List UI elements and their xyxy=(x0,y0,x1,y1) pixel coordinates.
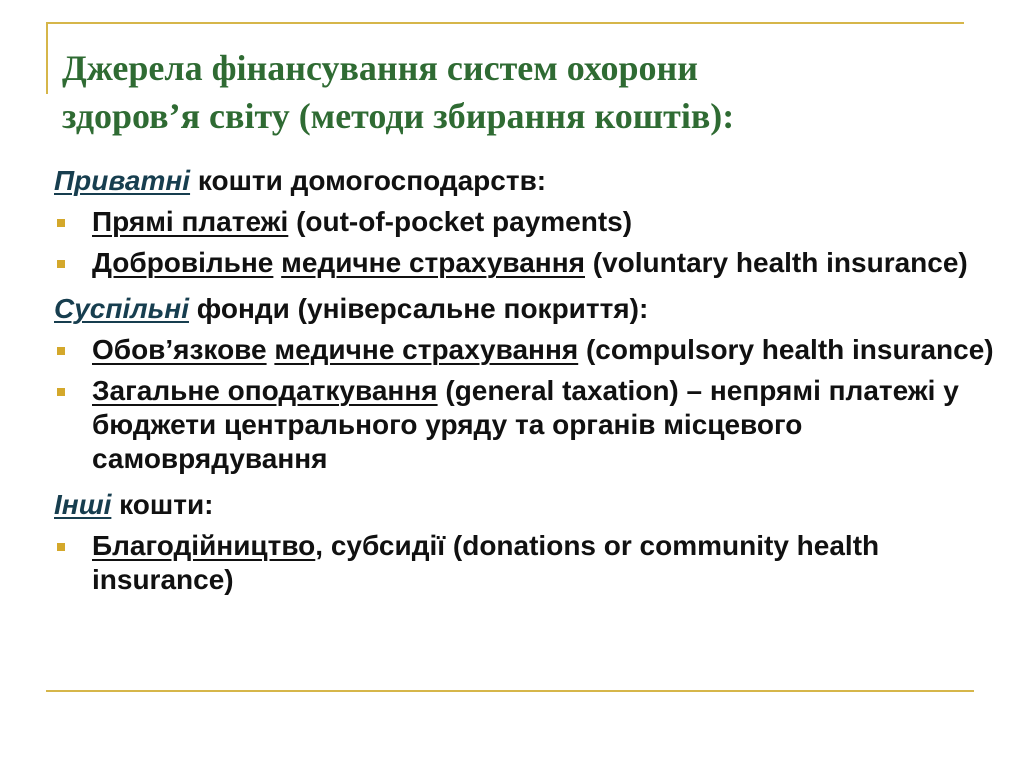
term-underlined: Благодійництво xyxy=(92,530,316,561)
section-keyword-other: Інші xyxy=(54,489,112,520)
section-heading-private xyxy=(54,164,1016,198)
term-underlined: Прямі платежі xyxy=(92,206,289,237)
title-line-1: Джерела фінансування систем охорони xyxy=(62,48,698,88)
left-rule xyxy=(46,22,48,94)
list-item xyxy=(54,246,1016,280)
bullet-square-icon xyxy=(57,347,65,355)
bullet-square-icon xyxy=(57,219,65,227)
slide-title xyxy=(62,44,992,140)
term-underlined: Обов’язкове xyxy=(92,334,267,365)
term-text: (voluntary health insurance) xyxy=(584,247,968,278)
term-underlined: Добровільне xyxy=(92,247,274,278)
list-item xyxy=(54,333,1016,367)
list-item xyxy=(54,374,1016,476)
term-text xyxy=(273,247,281,278)
term-text: , субсидії (donations or community health insurance) xyxy=(92,530,880,595)
term-underlined: медичне страхування xyxy=(281,247,585,278)
title-line-2: здоров’я світу (методи збирання коштів): xyxy=(62,96,735,136)
section-heading-text: кошти домогосподарств: xyxy=(190,165,547,196)
term-underlined: медичне страхування xyxy=(274,334,579,365)
section-heading-public xyxy=(54,292,1016,326)
bottom-rule xyxy=(46,690,974,692)
term-text: (compulsory health insurance) xyxy=(578,334,994,365)
section-heading-text: кошти: xyxy=(111,489,214,520)
term-underlined: Загальне оподаткування xyxy=(92,375,438,406)
bullet-square-icon xyxy=(57,388,65,396)
bullet-square-icon xyxy=(57,260,65,268)
term-text: (general taxation) – непрямі платежі у бюджети центрального уряду та органів місцевого самоврядування xyxy=(92,375,959,474)
list-item xyxy=(54,529,1016,597)
section-heading-text: фонди (універсальне покриття): xyxy=(188,293,649,324)
list-item xyxy=(54,205,1016,239)
bullet-square-icon xyxy=(57,543,65,551)
top-rule xyxy=(46,22,964,24)
section-keyword-private: Приватні xyxy=(54,165,191,196)
slide-content xyxy=(54,164,1016,597)
section-heading-other xyxy=(54,488,1016,522)
section-keyword-public: Суспільні xyxy=(54,293,189,324)
term-text: (out-of-pocket payments) xyxy=(288,206,633,237)
